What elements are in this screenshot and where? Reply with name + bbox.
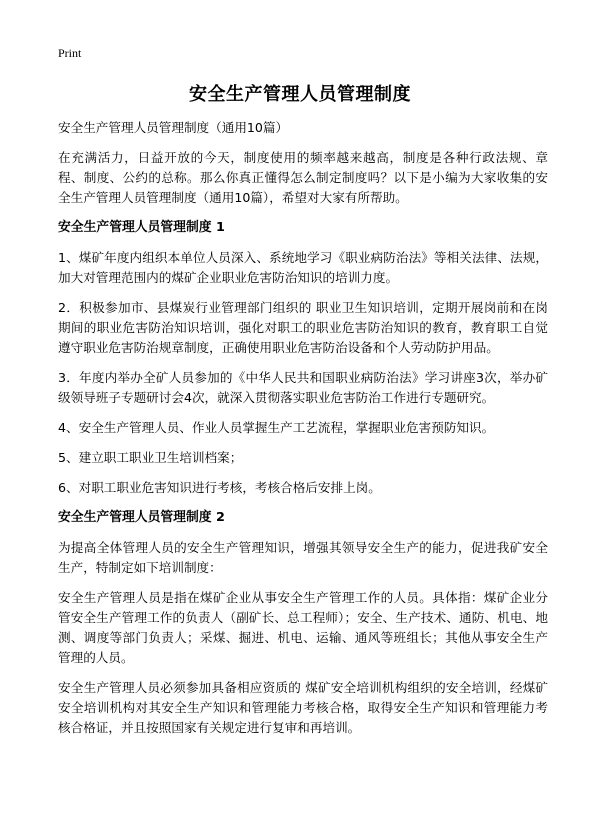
section-heading: 安全生产管理人员管理制度 2 — [58, 510, 225, 525]
section-paragraph: 安全生产管理人员是指在煤矿企业从事安全生产管理工作的人员。具体指：煤矿企业分管安全生产管理工作的负责人（副矿长、总工程师）；安全、生产技术、通防、机电、地测、调度等部门负责人；采煤、掘进、机电、运输、通风等班组长；其他从事安全生产管理的人员。 — [58, 590, 548, 665]
print-link[interactable]: Print — [58, 46, 82, 60]
section-paragraph: 2．积极参加市、县煤炭行业管理部门组织的 职业卫生知识培训，定期开展岗前和在岗期间的职业危害防治知识培训，强化对职工的职业危害防治知识的教育，教育职工自觉遵守职业危害防治规章制度，正确使用职业危害防治设备和个人劳动防护用品。 — [58, 300, 548, 355]
section-paragraph: 1、煤矿年度内组织本单位人员深入、系统地学习《职业病防治法》等相关法律、法规，加大对管理范围内的煤矿企业职业危害防治知识的培训力度。 — [58, 250, 548, 285]
document-subtitle: 安全生产管理人员管理制度（通用10篇） — [58, 120, 289, 135]
section-paragraph: 5、建立职工职业卫生培训档案； — [58, 450, 243, 465]
section-paragraph: 4、安全生产管理人员、作业人员掌握生产工艺流程，掌握职业危害预防知识。 — [58, 420, 495, 435]
section-paragraph: 3．年度内举办全矿人员参加的《中华人民共和国职业病防治法》学习讲座3次，举办矿级领导班子专题研讨会4次，就深入贯彻落实职业危害防治工作进行专题研究。 — [58, 370, 548, 405]
section-paragraph: 为提高全体管理人员的安全生产管理知识，增强其领导安全生产的能力，促进我矿安全生产，特制定如下培训制度： — [58, 540, 548, 575]
section-paragraph: 安全生产管理人员必须参加具备相应资质的 煤矿安全培训机构组织的安全培训，经煤矿安全培训机构对其安全生产知识和管理能力考核合格，取得安全生产知识和管理能力考核合格证，并且按照国家有关规定进行复审和再培训。 — [58, 680, 548, 735]
document-body — [58, 118, 548, 748]
section-heading: 安全生产管理人员管理制度 1 — [58, 220, 225, 235]
section-paragraph: 6、对职工职业危害知识进行考核，考核合格后安排上岗。 — [58, 480, 381, 495]
page-title: 安全生产管理人员管理制度 — [189, 84, 411, 105]
intro-paragraph: 在充满活力，日益开放的今天，制度使用的频率越来越高，制度是各种行政法规、章程、制度、公约的总称。那么你真正懂得怎么制定制度吗？以下是小编为大家收集的安全生产管理人员管理制度（通用10篇），希望对大家有所帮助。 — [58, 150, 548, 205]
